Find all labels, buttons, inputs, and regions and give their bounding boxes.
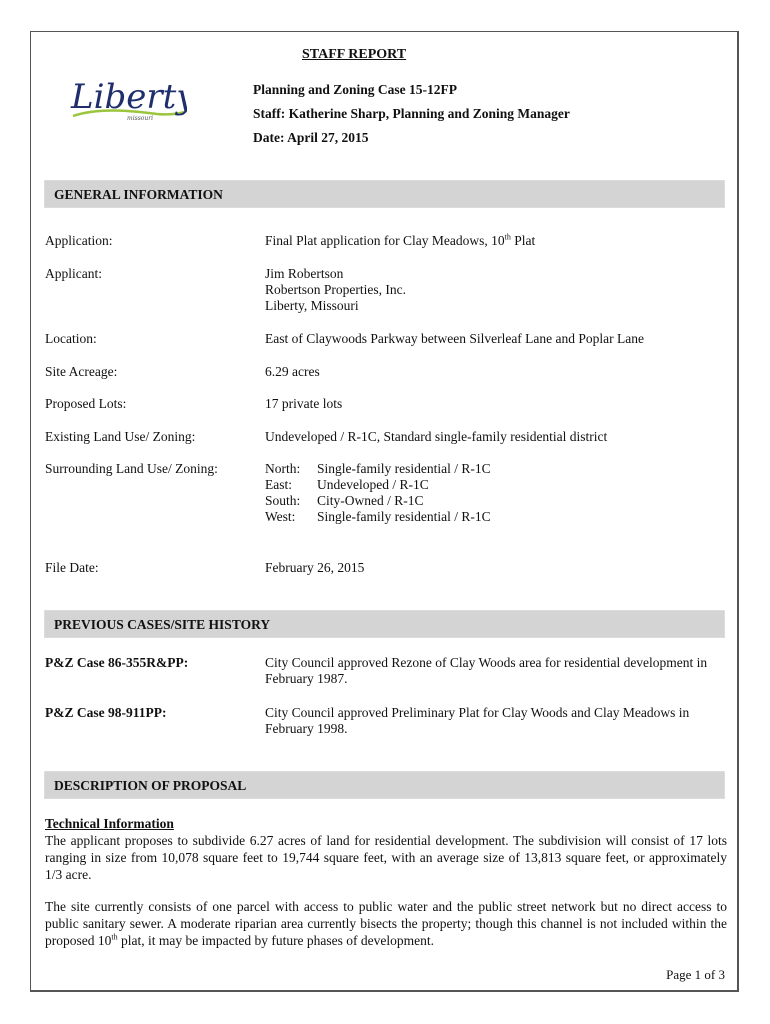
case-86-355-value: City Council approved Rezone of Clay Woods area for residential development in February 1987. xyxy=(265,655,708,686)
section-previous-cases xyxy=(44,610,725,638)
file-date-value: February 26, 2015 xyxy=(265,560,365,575)
section-heading: PREVIOUS CASES/SITE HISTORY xyxy=(54,617,271,632)
svg-text:Liberty: Liberty xyxy=(71,77,187,117)
proposed-lots-label: Proposed Lots: xyxy=(45,396,127,411)
svg-text:missouri: missouri xyxy=(127,115,154,122)
section-general-information xyxy=(44,180,725,208)
file-date-label: File Date: xyxy=(45,560,99,575)
date-line: Date: April 27, 2015 xyxy=(253,130,369,145)
technical-information xyxy=(45,815,727,883)
surrounding-row-south: South: City-Owned / R-1C xyxy=(265,493,424,508)
document-page xyxy=(30,31,739,992)
surrounding-row-north: North: Single-family residential / R-1C xyxy=(265,461,491,476)
applicant-label: Applicant: xyxy=(45,266,102,281)
existing-zoning-value: Undeveloped / R-1C, Standard single-family residential district xyxy=(265,429,608,444)
surrounding-zoning-label: Surrounding Land Use/ Zoning: xyxy=(45,461,218,476)
case-number: Planning and Zoning Case 15-12FP xyxy=(253,82,458,97)
proposed-lots-value: 17 private lots xyxy=(265,396,343,411)
application-label: Application: xyxy=(45,233,113,248)
technical-information-heading: Technical Information xyxy=(45,816,174,831)
site-acreage-value: 6.29 acres xyxy=(265,364,320,379)
section-description xyxy=(44,771,725,799)
report-title: STAFF REPORT xyxy=(302,47,407,62)
case-98-911-label: P&Z Case 98-911PP: xyxy=(45,705,167,720)
site-acreage-label: Site Acreage: xyxy=(45,364,118,379)
staff-line: Staff: Katherine Sharp, Planning and Zoning Manager xyxy=(253,106,570,121)
surrounding-row-east: East: Undeveloped / R-1C xyxy=(265,477,429,492)
surrounding-zoning-value xyxy=(265,461,491,525)
section-heading: DESCRIPTION OF PROPOSAL xyxy=(54,778,247,793)
technical-paragraph-2: The site currently consists of one parcel with access to public water and the public street network but no direct access to public sanitary sewer. A moderate riparian area currently bisects the property; though this channel is not included within the proposed 10th plat, it may be impacted by future phases of development. xyxy=(45,899,727,948)
case-98-911-value: City Council approved Preliminary Plat for Clay Woods and Clay Meadows in February 1998. xyxy=(265,705,690,736)
liberty-logo-icon xyxy=(67,62,187,140)
surrounding-row-west: West: Single-family residential / R-1C xyxy=(265,509,491,524)
location-label: Location: xyxy=(45,331,97,346)
case-86-355-label: P&Z Case 86-355R&PP: xyxy=(45,655,189,670)
applicant-value: Jim Robertson Robertson Properties, Inc. Liberty, Missouri xyxy=(265,266,406,313)
application-value: Final Plat application for Clay Meadows, 10th Plat xyxy=(265,232,536,248)
liberty-logo xyxy=(67,62,187,140)
technical-paragraph-1: The applicant proposes to subdivide 6.27 acres of land for residential development. The subdivision will consist of 17 lots ranging in size from 10,078 square feet to 19,744 square feet, with an average size of 13,813 square feet, or approximately 1/3 acre. xyxy=(45,833,727,882)
existing-zoning-label: Existing Land Use/ Zoning: xyxy=(45,429,196,444)
location-value: East of Claywoods Parkway between Silverleaf Lane and Poplar Lane xyxy=(265,331,645,346)
page-number: Page 1 of 3 xyxy=(666,967,725,982)
section-heading: GENERAL INFORMATION xyxy=(54,187,223,202)
